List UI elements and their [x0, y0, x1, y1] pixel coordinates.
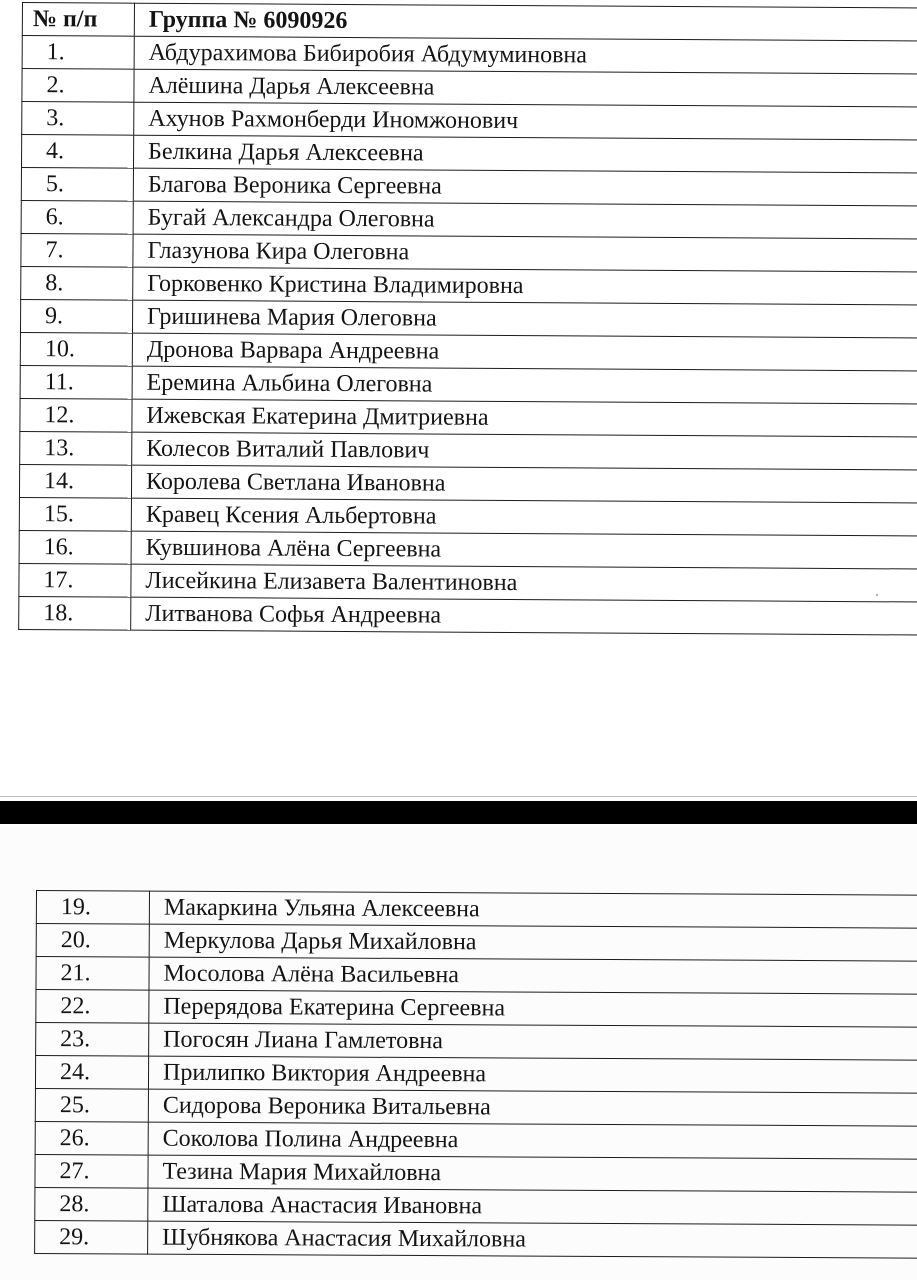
- row-number: 8.: [21, 266, 133, 300]
- student-name: Горковенко Кристина Владимировна: [133, 267, 917, 305]
- number-column-header: № п/п: [22, 3, 134, 37]
- table-row: [36, 924, 917, 962]
- row-number: 22.: [36, 990, 149, 1024]
- table-body-top: [19, 36, 917, 636]
- student-name: Королева Светлана Ивановна: [131, 465, 917, 503]
- row-number: 19.: [36, 891, 149, 925]
- student-name: Шаталова Анастасия Ивановна: [148, 1188, 917, 1225]
- table-row: [20, 398, 917, 437]
- row-number: 4.: [21, 135, 133, 169]
- table-row: [35, 1154, 917, 1192]
- table-row: [36, 891, 917, 929]
- student-name: Дронова Варвара Андреевна: [132, 333, 917, 371]
- row-number: 17.: [19, 563, 131, 597]
- row-number: 23.: [36, 1023, 149, 1057]
- row-number: 25.: [35, 1088, 148, 1122]
- table-row: [20, 431, 917, 470]
- student-name: Ахунов Рахмонберди Иномжонович: [134, 102, 917, 140]
- row-number: 3.: [22, 102, 134, 136]
- row-number: 5.: [21, 167, 133, 201]
- student-name: Перерядова Екатерина Сергеевна: [149, 990, 917, 1027]
- student-name: Тезина Мария Михайловна: [148, 1155, 917, 1192]
- row-number: 28.: [35, 1187, 148, 1221]
- student-name: Благова Вероника Сергеевна: [133, 168, 917, 206]
- page-divider-bar: [0, 801, 917, 824]
- row-number: 20.: [36, 924, 149, 958]
- table-row: [19, 563, 917, 602]
- row-number: 24.: [35, 1056, 148, 1090]
- student-name: Погосян Лиана Гамлетовна: [149, 1023, 917, 1060]
- table-row: [35, 1088, 917, 1126]
- table-row: [20, 365, 917, 404]
- student-name: Соколова Полина Андреевна: [148, 1122, 917, 1159]
- student-name: Бугай Александра Олеговна: [133, 201, 917, 239]
- table-row: [35, 1056, 917, 1094]
- student-name: Прилипко Виктория Андреевна: [148, 1056, 917, 1093]
- student-name: Белкина Дарья Алексеевна: [133, 135, 917, 173]
- student-name: Кувшинова Алёна Сергеевна: [131, 531, 917, 569]
- row-number: 26.: [35, 1121, 148, 1155]
- table-row: [19, 596, 917, 635]
- student-name: Ижевская Екатерина Дмитриевна: [132, 399, 917, 437]
- table-row: [36, 990, 917, 1028]
- table-row: [35, 1187, 917, 1225]
- row-number: 12.: [20, 398, 132, 432]
- student-name: Глазунова Кира Олеговна: [133, 234, 917, 272]
- row-number: 7.: [21, 233, 133, 267]
- table-row: [20, 332, 917, 371]
- row-number: 2.: [22, 69, 134, 103]
- row-number: 9.: [20, 299, 132, 333]
- student-name: Меркулова Дарья Михайловна: [149, 924, 917, 961]
- table-row: [19, 530, 917, 569]
- table-row: [36, 957, 917, 995]
- student-name: Лисейкина Елизавета Валентиновна: [131, 564, 917, 602]
- page-fold-line: [0, 796, 917, 797]
- table-row: [21, 167, 917, 206]
- table-row: [36, 1023, 917, 1061]
- row-number: 14.: [19, 464, 131, 498]
- table-row: [22, 102, 917, 141]
- student-name: Еремина Альбина Олеговна: [132, 366, 917, 404]
- student-name: Шубнякова Анастасия Михайловна: [148, 1221, 917, 1258]
- row-number: 10.: [20, 332, 132, 366]
- student-name: Литванова Софья Андреевна: [131, 597, 917, 635]
- student-name: Алёшина Дарья Алексеевна: [134, 69, 917, 107]
- table-row: [21, 233, 917, 272]
- student-name: Гришинева Мария Олеговна: [132, 300, 917, 338]
- table-row: [19, 464, 917, 503]
- table-row: [19, 497, 917, 536]
- student-name: Макаркина Ульяна Алексеевна: [149, 891, 917, 928]
- student-name: Абдурахимова Бибиробия Абдумуминовна: [134, 36, 917, 74]
- row-number: 15.: [19, 497, 131, 531]
- table-body-bottom: [35, 891, 917, 1259]
- student-name: Кравец Ксения Альбертовна: [131, 498, 917, 536]
- table-row: [20, 299, 917, 338]
- student-name: Колесов Виталий Павлович: [132, 432, 917, 470]
- table-row: [21, 200, 917, 239]
- row-number: 6.: [21, 200, 133, 234]
- row-number: 16.: [19, 530, 131, 564]
- student-name: Сидорова Вероника Витальевна: [148, 1089, 917, 1126]
- table-row: [35, 1121, 917, 1159]
- student-name: Мосолова Алёна Васильевна: [149, 957, 917, 994]
- student-table-top: [18, 2, 917, 636]
- table-row: [21, 135, 917, 174]
- row-number: 13.: [20, 431, 132, 465]
- student-table-bottom: [34, 890, 917, 1259]
- row-number: 11.: [20, 365, 132, 399]
- row-number: 21.: [36, 957, 149, 991]
- group-column-header: Группа № 6090926: [134, 3, 917, 41]
- row-number: 1.: [22, 36, 134, 70]
- row-number: 18.: [19, 596, 131, 630]
- table-row: [21, 266, 917, 305]
- table-row: [35, 1220, 917, 1258]
- row-number: 27.: [35, 1154, 148, 1188]
- row-number: 29.: [35, 1220, 148, 1254]
